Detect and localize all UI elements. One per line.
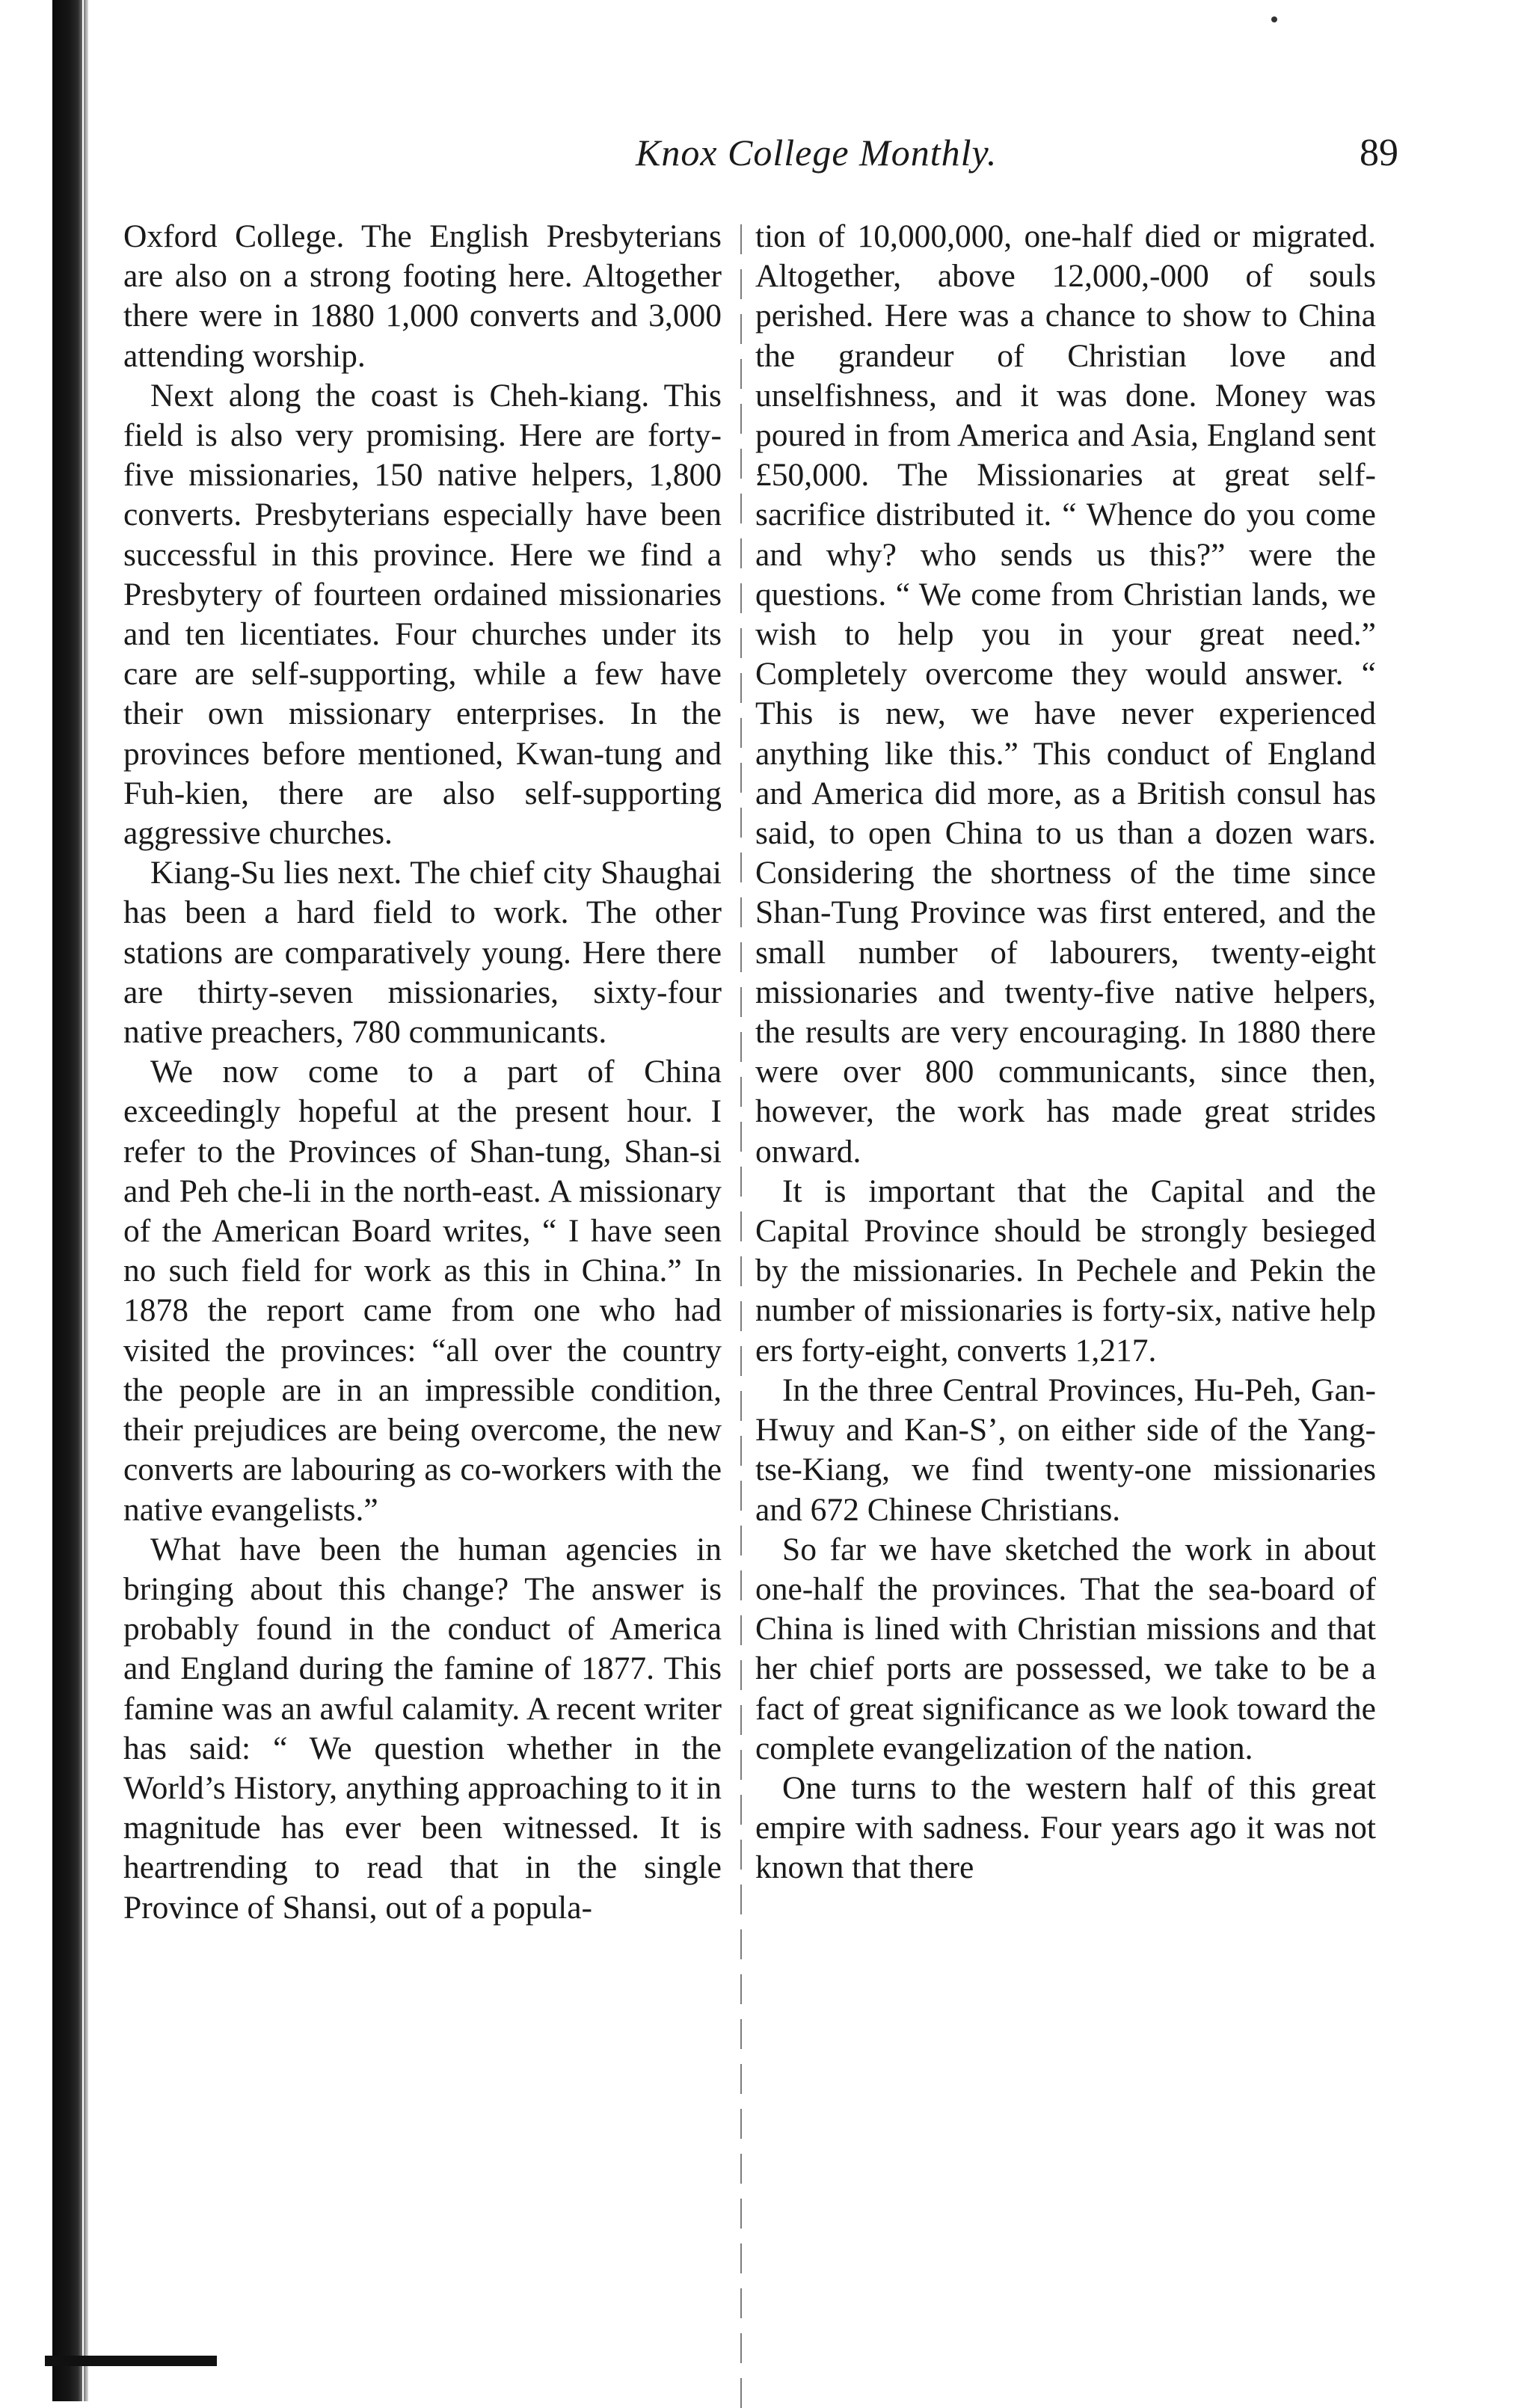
right-column [755,217,1376,1888]
paragraph: Kiang-Su lies next. The chief city Shaughai has been a hard field to work. The other stations are comparatively young. Here there are thirty-seven missionaries, sixty-four native preachers, 780 communicants. [123,855,722,1051]
paragraph: In the three Central Provinces, Hu-Peh, Gan-Hwuy and Kan-Sʼ, on either side of the Yang-tse-Kiang, we find twenty-one missionaries and 672 Chinese Christians. [755,1372,1376,1528]
page-header [112,131,1398,191]
corner-bar-mark [45,2356,217,2366]
paragraph: tion of 10,000,000, one-half died or migrated. Altogether, above 12,000,-000 of souls perished. Here was a chance to show to China the grandeur of Christian love and unselfishness, and it was done. Money was poured in from America and Asia, England sent £50,000. The Missionaries at great self-sacrifice distributed it. “ Whence do you come and why? who sends us this?” were the questions. “ We come from Christian lands, we wish to help you in your great need.” Completely overcome they would answer. “ This is new, we have never experienced anything like this.” This conduct of England and America did more, as a British consul has said, to open China to us than a dozen wars. Considering the shortness of the time since Shan-Tung Province was first entered, and the small number of labourers, twenty-eight missionaries and twenty-five native helpers, the results are very encouraging. In 1880 there were over 800 communicants, since then, however, the work has made great strides onward. [755,218,1376,1170]
column-divider [740,224,742,2408]
left-column [123,217,722,1928]
page-number: 89 [1360,132,1398,174]
paragraph: Next along the coast is Cheh-kiang. This field is also very promising. Here are forty-five missionaries, 150 native helpers, 1,800 converts. Presbyterians especially have been successful in this province. Here we find a Presbytery of fourteen ordained missionaries and ten licentiates. Four churches under its care are self-supporting, while a few have their own missionary enterprises. In the provinces before mentioned, Kwan-tung and Fuh-kien, there are also self-supporting aggressive churches. [123,377,722,852]
paragraph: What have been the human agencies in bringing about this change? The answer is probably found in the conduct of America and England during the famine of 1877. This famine was an awful calamity. A recent writer has said: “ We question whether in the World’s History, anything approaching to it in magnitude has ever been witnessed. It is heartrending to read that in the single Province of Shansi, out of a popula- [123,1531,722,1926]
paragraph: One turns to the western half of this great empire with sadness. Four years ago it was not known that there [755,1769,1376,1886]
binding-edge [84,0,88,2401]
paragraph: It is important that the Capital and the Capital Province should be strongly besieged by the missionaries. In Pechele and Pekin the number of missionaries is forty-six, native help ers forty-eight, converts 1,217. [755,1173,1376,1369]
paragraph: Oxford College. The English Presbyterians are also on a strong footing here. Altogether there were in 1880 1,000 converts and 3,000 attending worship. [123,218,722,374]
running-title: Knox College Monthly. [636,132,998,173]
book-binding-shadow [52,0,82,2401]
paragraph: So far we have sketched the work in about one-half the provinces. That the sea-board of China is lined with Christian missions and that her chief ports are possessed, we take to be a fact of great significance as we look toward the complete evangelization of the nation. [755,1531,1376,1766]
paragraph: We now come to a part of China exceedingly hopeful at the present hour. I refer to the Provinces of Shan-tung, Shan-si and Peh che-li in the north-east. A missionary of the American Board writes, “ I have seen no such field for work as this in China.” In 1878 the report came from one who had visited the provinces: “all over the country the people are in an impressible condition, their prejudices are being overcome, the new converts are labouring as co-workers with the native evangelists.” [123,1054,722,1528]
speck-mark [1271,16,1277,22]
